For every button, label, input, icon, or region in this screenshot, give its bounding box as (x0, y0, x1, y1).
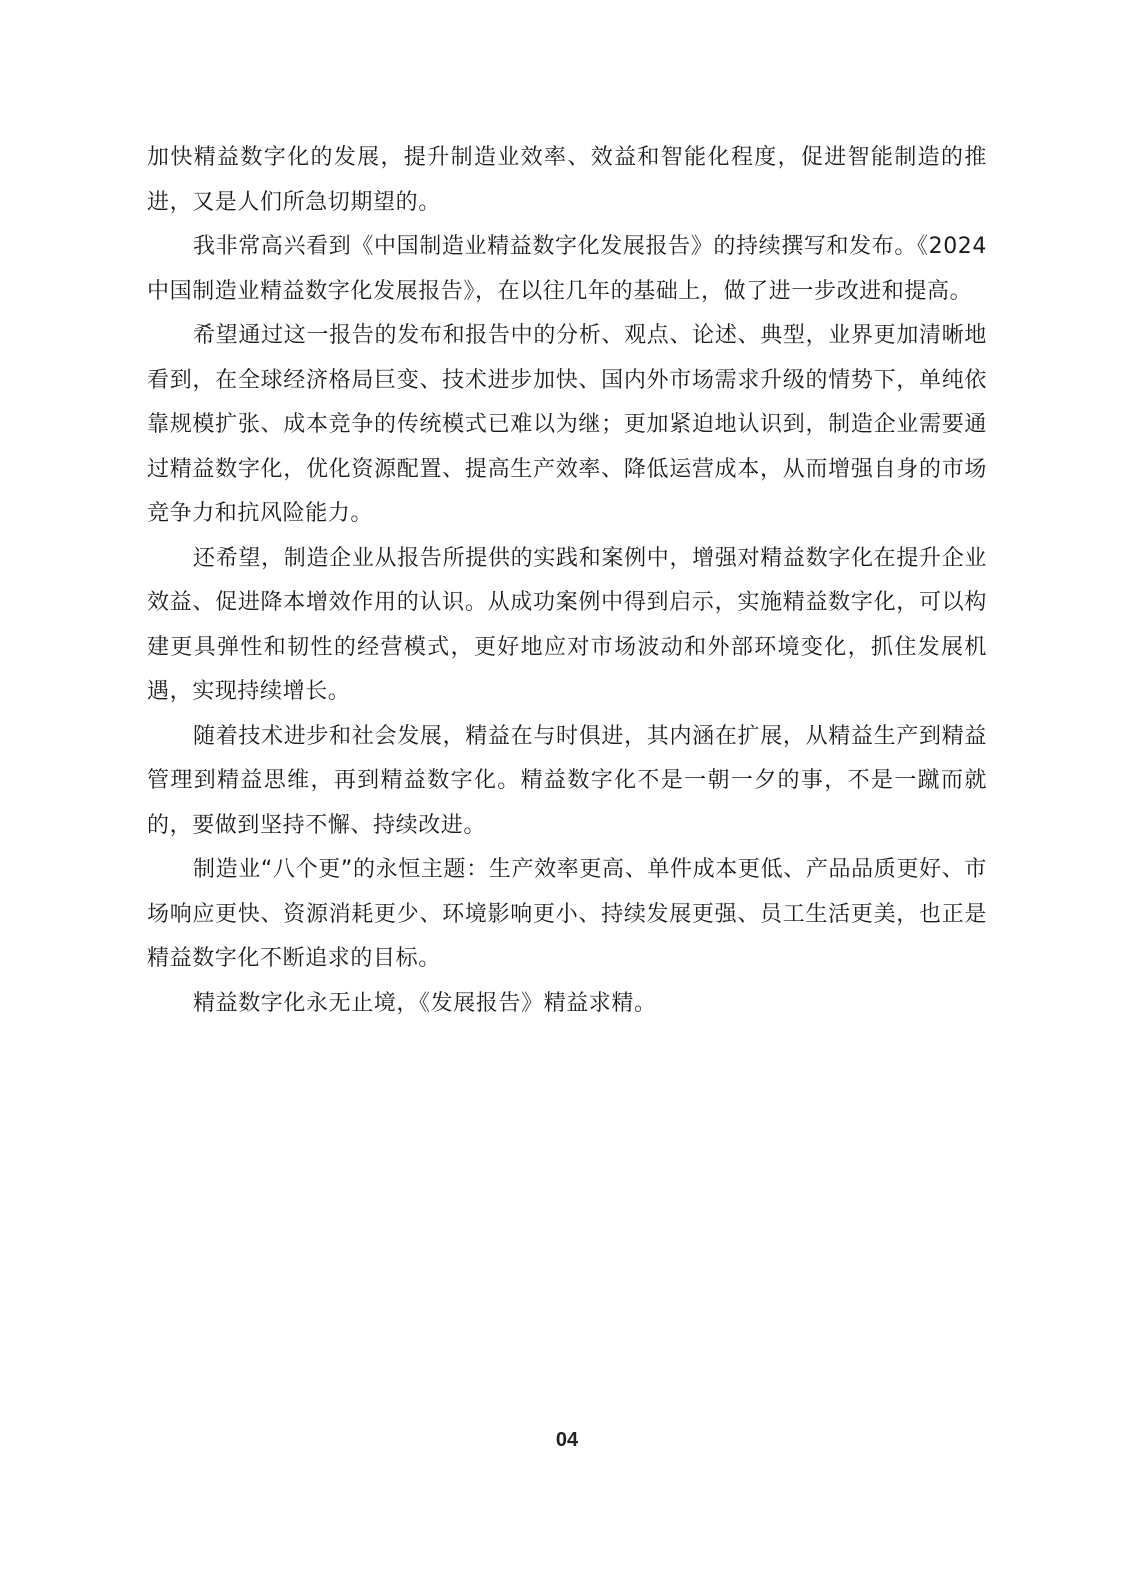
page-number: 04 (555, 1429, 579, 1451)
paragraph-1: 加快精益数字化的发展，提升制造业效率、效益和智能化程度，促进智能制造的推进，又是人们所急切期望的。 (147, 145, 987, 215)
paragraph-3: 希望通过这一报告的发布和报告中的分析、观点、论述、典型，业界更加清晰地看到，在全球经济格局巨变、技术进步加快、国内外市场需求升级的情势下，单纯依靠规模扩张、成本竞争的传统模式已难以为继；更加紧迫地认识到，制造企业需要通过精益数字化，优化资源配置、提高生产效率、降低运营成本，从而增强自身的市场竞争力和抗风险能力。 (147, 323, 987, 526)
paragraph-5: 随着技术进步和社会发展，精益在与时俱进，其内涵在扩展，从精益生产到精益管理到精益思维，再到精益数字化。精益数字化不是一朝一夕的事，不是一蹴而就的，要做到坚持不懈、持续改进。 (147, 723, 987, 838)
paragraph-6: 制造业“八个更”的永恒主题：生产效率更高、单件成本更低、产品品质更好、市场响应更快、资源消耗更少、环境影响更小、持续发展更强、员工生活更美，也正是精益数字化不断追求的目标。 (147, 857, 987, 971)
paragraph-7: 精益数字化永无止境，《发展报告》精益求精。 (193, 990, 657, 1016)
paragraph-4: 还希望，制造企业从报告所提供的实践和案例中，增强对精益数字化在提升企业效益、促进降本增效作用的认识。从成功案例中得到启示，实施精益数字化，可以构建更具弹性和韧性的经营模式，更好地应对市场波动和外部环境变化，抓住发展机遇，实现持续增长。 (147, 545, 987, 704)
paragraph-2: 我非常高兴看到《中国制造业精益数字化发展报告》的持续撰写和发布。《2024中国制造业精益数字化发展报告》，在以往几年的基础上，做了进一步改进和提高。 (147, 234, 987, 304)
body-text (147, 136, 987, 1026)
